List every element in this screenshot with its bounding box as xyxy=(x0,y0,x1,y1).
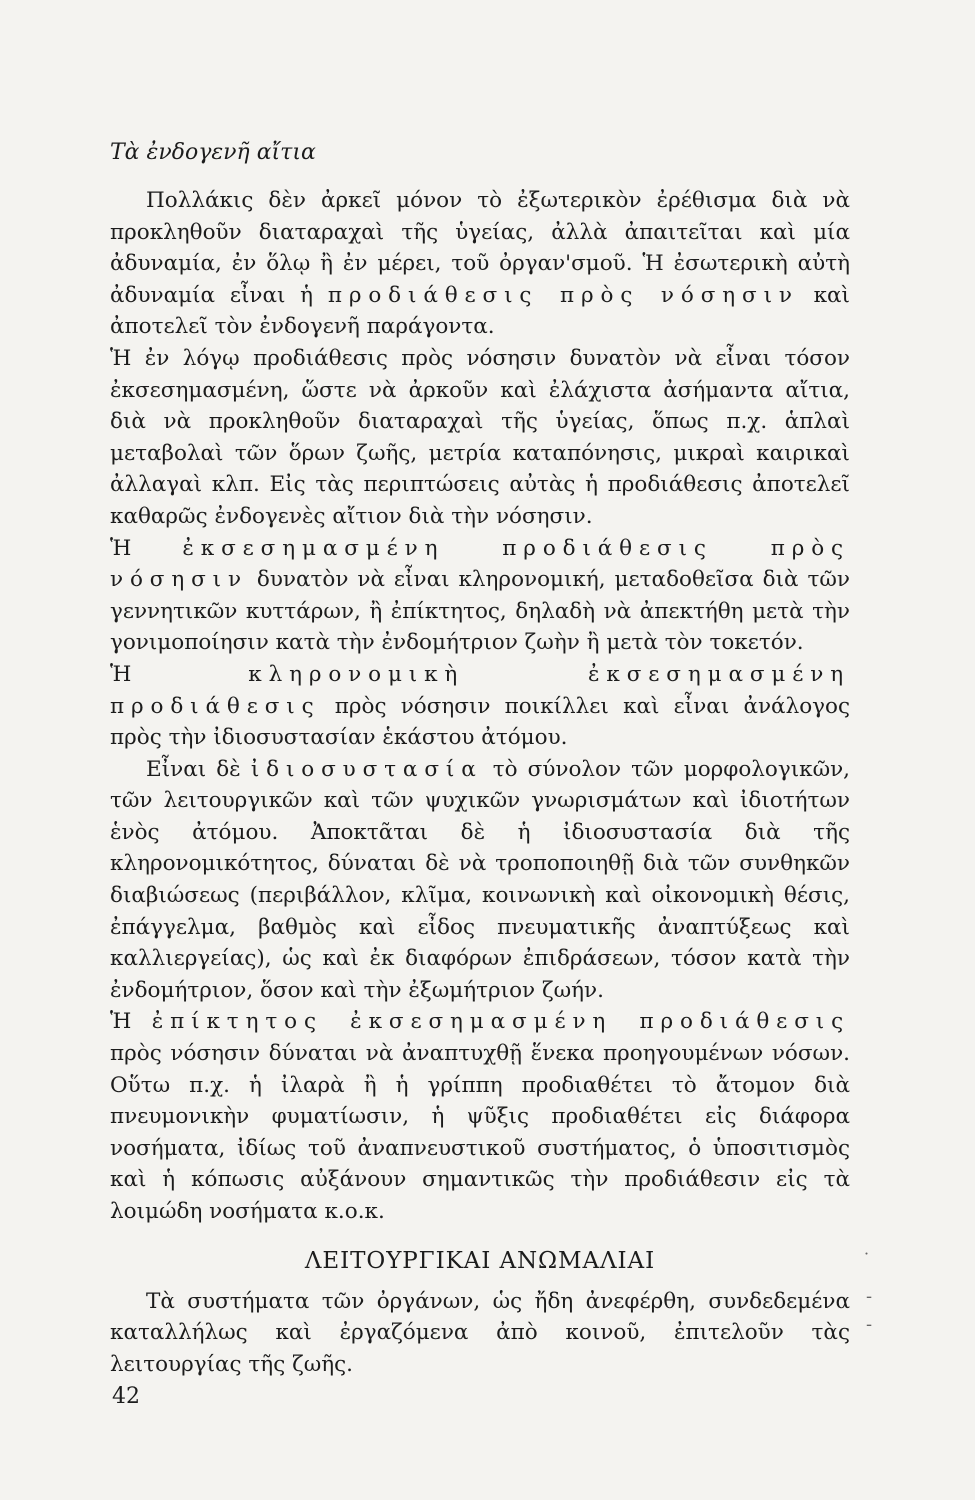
paragraph-5 xyxy=(110,754,850,1007)
paragraph-5-text-end: τὸ σύνολον τῶν μορφολογικῶν, τῶν λειτουργικῶν καὶ τῶν ψυχικῶν γνωρισμάτων καὶ ἰδιοτήτων ἑνὸς ἀτόμου. Ἀποκτᾶται δὲ ἡ ἰδιοσυστασία διὰ τῆς κληρονομικότητος, δύναται δὲ νὰ τροποποιηθῇ διὰ τῶν συνθηκῶν διαβιώσεως (περιβάλλον, κλῖμα, κοινωνικὴ καὶ οἰκονομικὴ θέσις, ἐπάγγελμα, βαθμὸς καὶ εἶδος πνευματικῆς ἀναπτύξεως καὶ καλλιεργείας), ὡς καὶ ἐκ διαφόρων ἐπιδράσεων, τόσον κατὰ τὴν ἐνδομήτριον, ὅσον καὶ τὴν ἐξωμήτριον ζωήν. xyxy=(110,756,851,1003)
paragraph-6-text: Ἡ xyxy=(110,1009,152,1035)
paragraph-2: Ἡ ἐν λόγῳ προδιάθεσις πρὸς νόσησιν δυνατὸν νὰ εἶναι τόσον ἐκσεσημασμένη, ὥστε νὰ ἀρκοῦν καὶ ἐλάχιστα ἀσήμαντα αἴτια, διὰ νὰ προκληθοῦν διαταραχαὶ τῆς ὑγείας, ὅπως π.χ. ἁπλαὶ μεταβολαὶ τῶν ὅρων ζωῆς, μετρία καταπόνησις, μικραὶ καιρικαὶ ἀλλαγαὶ κλπ. Εἰς τὰς περιπτώσεις αὐτὰς ἡ προδιάθεσις ἀποτελεῖ καθαρῶς ἐνδογενὲς αἴτιον διὰ τὴν νόσησιν. xyxy=(110,345,850,529)
paragraph-4-text: Ἡ xyxy=(110,661,249,687)
body-text xyxy=(110,185,850,1228)
paragraph-3 xyxy=(110,533,850,659)
paragraph-5-emphasis: ἰδιοσυστασία xyxy=(250,756,483,782)
paragraph-6 xyxy=(110,1006,850,1227)
page-heading: Τὰ ἐνδογενῆ αἴτια xyxy=(110,140,316,165)
page-number: 42 xyxy=(112,1384,140,1409)
section-title: ΛΕΙΤΟΥΡΓΙΚΑΙ ΑΝΩΜΑΛΙΑΙ xyxy=(304,1247,656,1274)
paragraph-6-text-end: πρὸς νόσησιν δύναται νὰ ἀναπτυχθῇ ἕνεκα προηγουμένων νόσων. Οὕτω π.χ. ἡ ἰλαρὰ ἢ ἡ γρίππη προδιαθέτει τὸ ἄτομον διὰ πνευμονικὴν φυματίωσιν, ἡ ψῦξις προδιαθέτει εἰς διάφορα νοσήματα, ἰδίως τοῦ ἀναπνευστικοῦ συστήματος, ὁ ὑποσιτισμὸς καὶ ἡ κόπωσις αὐξάνουν σημαντικῶς τὴν προδιάθεσιν εἰς τὰ λοιμώδη νοσήματα κ.ο.κ. xyxy=(110,1041,850,1224)
paragraph-1-text-end: καὶ ἀποτελεῖ τὸν ἐνδογενῆ παράγοντα. xyxy=(110,282,850,340)
paragraph-6-emphasis: ἐπίκτητος ἐκσεσημασμένη προδιάθεσις xyxy=(151,1009,850,1035)
paragraph-3-text: Ἡ xyxy=(110,535,183,561)
margin-mark-3: - xyxy=(866,1314,873,1335)
paragraph-3-text-end: δυνατὸν νὰ εἶναι κληρονομική, μεταδοθεῖσα διὰ τῶν γεννητικῶν κυττάρων, ἢ ἐπίκτητος, δηλαδὴ νὰ ἀπεκτήθη μετὰ τὴν γονιμοποίησιν κατὰ τὴν ἐνδομήτριον ζωὴν ἢ μετὰ τὸν τοκετόν. xyxy=(110,567,850,656)
paragraph-1-emphasis: προδιάθεσις πρὸς νόσησιν xyxy=(327,282,799,308)
paragraph-4 xyxy=(110,659,850,754)
paragraph-1-text: Πολλάκις δὲν ἀρκεῖ μόνον τὸ ἐξωτερικὸν ἐρέθισμα διὰ νὰ προκληθοῦν διαταραχαὶ τῆς ὑγείας, ἀλλὰ ἀπαιτεῖται καὶ μία ἀδυναμία, ἐν ὅλῳ ἢ ἐν μέρει, τοῦ ὀργαν'σμοῦ. Ἡ ἐσωτερικὴ αὐτὴ ἀδυναμία εἶναι ἡ xyxy=(110,188,850,308)
paragraph-4-emphasis: κληρονομικὴ ἐκσεσημασμένη προδιάθεσις xyxy=(110,661,850,719)
margin-mark-2: - xyxy=(866,1286,873,1307)
paragraph-1 xyxy=(110,185,850,343)
paragraph-4-text-end: πρὸς νόσησιν ποικίλλει καὶ εἶναι ἀνάλογος πρὸς τὴν ἰδιοσυστασίαν ἑκάστου ἀτόμου. xyxy=(110,693,850,751)
paragraph-5-text: Εἶναι δὲ xyxy=(146,756,251,782)
paragraph-3-emphasis: ἐκσεσημασμένη προδιάθεσις πρὸς νόσησιν xyxy=(110,535,850,593)
section-text xyxy=(110,1286,850,1381)
page-body xyxy=(110,140,850,1380)
paragraph-7: Τὰ συστήματα τῶν ὀργάνων, ὡς ἤδη ἀνεφέρθη, συνδεδεμένα καταλλήλως καὶ ἐργαζόμενα ἀπὸ κοινοῦ, ἐπιτελοῦν τὰς λειτουργίας τῆς ζωῆς. xyxy=(110,1288,850,1377)
margin-mark-1: ˙ xyxy=(862,1250,871,1271)
